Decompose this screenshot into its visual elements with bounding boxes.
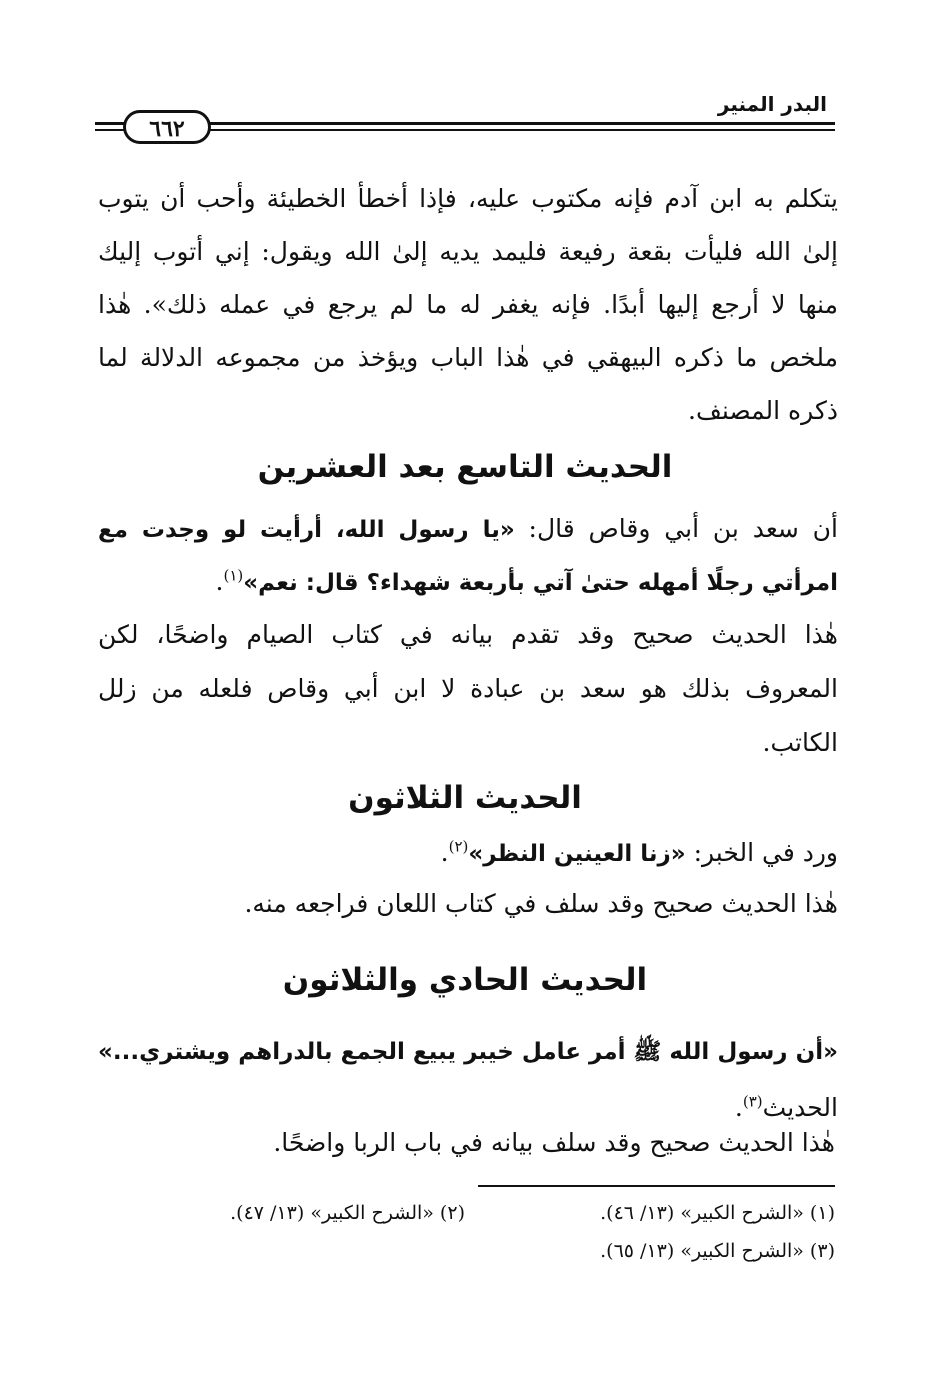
footnote-separator bbox=[478, 1185, 835, 1187]
intro-paragraph: يتكلم به ابن آدم فإنه مكتوب عليه، فإذا أخطأ الخطيئة وأحب أن يتوب إلىٰ الله فليأت بقعة رفيعة فليمد يديه إلىٰ الله ويقول: إني أتوب إليك منها لا أرجع إليها أبدًا. فإنه يغفر له ما لم يرجع في عمله ذلك». هٰذا ملخص ما ذكره البيهقي في هٰذا الباب ويؤخذ من مجموعه الدلالة لما ذكره المصنف. bbox=[98, 184, 838, 425]
footnote-3: (٣) «الشرح الكبير» (١٣/ ٦٥). bbox=[600, 1240, 835, 1262]
page-number: ٦٦٢ bbox=[123, 110, 211, 144]
section-30-end: . bbox=[440, 838, 449, 867]
section-29-title: الحديث التاسع بعد العشرين bbox=[257, 449, 673, 485]
footnote-ref-1: (١) bbox=[223, 566, 244, 585]
section-31-end: . bbox=[734, 1093, 743, 1122]
section-31-commentary: هٰذا الحديث صحيح وقد سلف بيانه في باب الربا واضحًا. bbox=[273, 1128, 835, 1157]
section-30-title: الحديث الثلاثون bbox=[348, 780, 582, 816]
section-29-intro: أن سعد بن أبي وقاص قال: bbox=[514, 514, 838, 543]
section-30-intro: ورد في الخبر: bbox=[685, 838, 838, 867]
section-29-commentary: هٰذا الحديث صحيح وقد تقدم بيانه في كتاب الصيام واضحًا، لكن المعروف بذلك هو سعد بن عبادة لا ابن أبي وقاص فلعله من زلل الكاتب. bbox=[98, 620, 838, 757]
footnote-ref-2: (٢) bbox=[448, 837, 469, 856]
section-29-hadith-paragraph bbox=[98, 503, 838, 609]
section-29-hadith: «يا رسول الله، أرأيت لو وجدت مع امرأتي رجلًا أمهله حتىٰ آتي بأربعة شهداء؟ قال: نعم» bbox=[98, 517, 838, 596]
section-30-hadith: «زنا العينين النظر» bbox=[468, 841, 686, 867]
section-31-after: الحديث bbox=[762, 1093, 838, 1122]
footnote-ref-3: (٣) bbox=[742, 1092, 763, 1111]
section-29-end: . bbox=[215, 567, 224, 596]
section-30-hadith-line bbox=[98, 838, 838, 867]
section-31-hadith: «أن رسول الله ﷺ أمر عامل خيبر يبيع الجمع بالدراهم ويشتري...» bbox=[98, 1039, 838, 1065]
section-31-title: الحديث الحادي والثلاثون bbox=[282, 962, 648, 998]
footnote-1: (١) «الشرح الكبير» (١٣/ ٤٦). bbox=[600, 1202, 835, 1224]
section-31-hadith-paragraph bbox=[98, 1023, 838, 1135]
footnote-2: (٢) «الشرح الكبير» (١٣/ ٤٧). bbox=[230, 1202, 465, 1224]
running-header bbox=[95, 92, 835, 142]
section-30-commentary: هٰذا الحديث صحيح وقد سلف في كتاب اللعان فراجعه منه. bbox=[244, 889, 838, 918]
book-title: البدر المنير bbox=[717, 92, 827, 116]
